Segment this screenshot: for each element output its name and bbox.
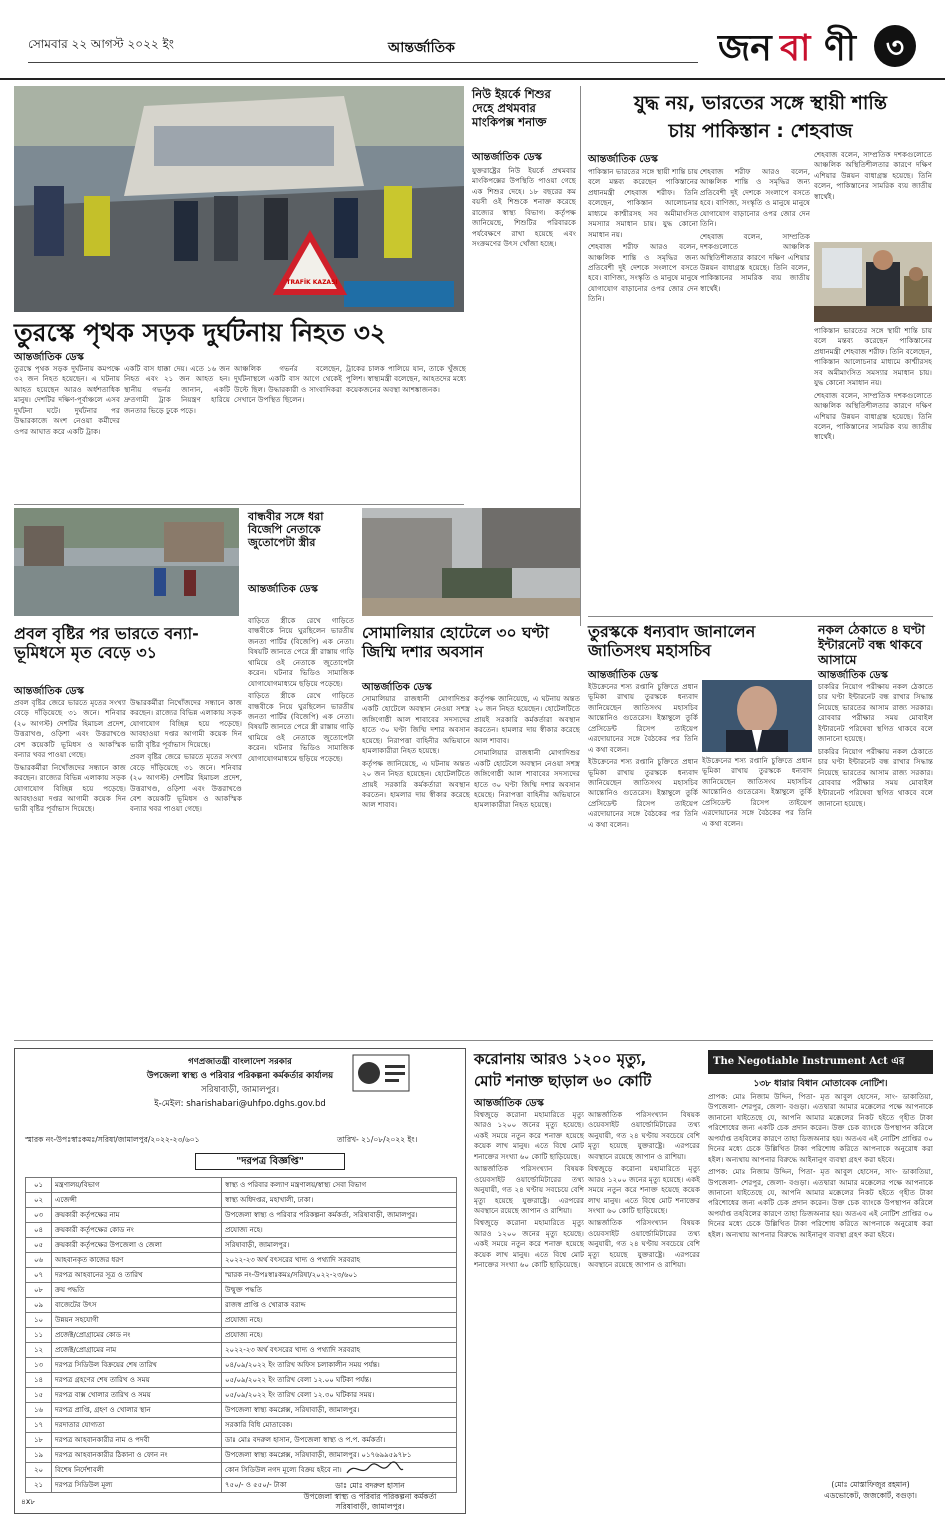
notice-cell-val: ডাঃ মোঃ বদরুল হাসান, উপজেলা স্বাস্থ্য ও প.প. কর্মকর্তা। <box>222 1433 457 1448</box>
notice-cell-val: ২০২২-২৩ অর্থ বৎসরের খাদ্য ও পথ্যাদি সরবরাহ <box>222 1253 457 1268</box>
notice-table-row <box>26 1223 457 1238</box>
un-byline: আন্তর্জাতিক ডেস্ক <box>588 670 658 681</box>
notice-cell-val: স্বাস্থ্য অধিদপ্তর, মহাখালী, ঢাকা। <box>222 1193 457 1208</box>
notice-table-row <box>26 1283 457 1298</box>
legal-notice-title: The Negotiable Instrument Act এর <box>708 1050 933 1074</box>
notice-cell-lbl: ক্রয়কারী কর্তৃপক্ষের নাম <box>52 1208 222 1223</box>
notice-office: উপজেলা স্বাস্থ্য ও পরিবার পরিকল্পনা কর্মকর্তার কার্যালয় <box>146 1071 334 1081</box>
newyork-headline: নিউ ইয়র্কে শিশুর দেহে প্রথমবার মাংকিপক্স শনাক্ত <box>472 87 551 129</box>
lawyer-signature: (মোঃ মোস্তাফিজুর রহমান) এডভোকেট, জজকোর্ট, বগুড়া। <box>824 1480 917 1500</box>
svg-text:৩: ৩ <box>885 31 905 64</box>
pakistan-byline: আন্তর্জাতিক ডেস্ক <box>588 154 658 165</box>
somalia-headline: সোমালিয়ার হোটেলে ৩০ ঘণ্টা জিম্মি দশার অবসান <box>362 624 549 661</box>
notice-cell-val: কোন সিডিউল নগদ মূল্যে বিক্রয় হইবে না। <box>222 1463 457 1478</box>
header-divider <box>28 62 698 63</box>
notice-cell-sl: ০৫ <box>26 1238 52 1253</box>
notice-cell-lbl: দরপত্র আহবানকারীর নাম ও পদবী <box>52 1433 222 1448</box>
horizontal-rule <box>14 1040 933 1041</box>
pakistan-col3: শেহবাজ বলেন, সাম্প্রতিক দশকগুলোতে আঞ্চলিক অস্থিতিশীলতার কারণে দক্ষিণ এশিয়ার উন্নয়ন বাধাগ্রস্ত হয়েছে। তিনি বলেন, পাকিস্তানের সামরিক ব্যয় জাতীয় স্বার্থেই। <box>814 150 932 201</box>
notice-cell-lbl: মন্ত্রণালয়/বিভাগ <box>52 1178 222 1193</box>
notice-cell-lbl: উন্নয়ন সহযোগী <box>52 1313 222 1328</box>
legal-notice <box>708 1050 933 1520</box>
floods-byline: আন্তর্জাতিক ডেস্ক <box>14 686 84 697</box>
notice-cell-val: স্বাস্থ্য ও পরিবার কল্যাণ মন্ত্রণালয়/স্বাস্থ্য সেবা বিভাগ <box>222 1178 457 1193</box>
somalia-col2: কর্তৃপক্ষ জানিয়েছে, এ ঘটনায় অন্তত ২০ জন নিহত হয়েছেন। হোটেলটিতে প্রায়ই সরকারি কর্মকর্তারা অবস্থান করতেন। হামলার দায় স্বীকার করেছে আল শাবাব। সোমালিয়ার রাজধানী মোগাদিশুর একটি হোটেলে অবস্থান নেওয়া সশস্ত্র জঙ্গিগোষ্ঠী আল শাবাবের সদস্যদের হাতে ৩০ ঘণ্টা জিম্মি দশার অবসান হয়েছে। নিরাপত্তা বাহিনীর অভিযানে হামলাকারীরা নিহত হয়েছে। <box>474 694 580 810</box>
notice-cell-val: সরিষাবাড়ী, জামালপুর। <box>222 1238 457 1253</box>
notice-table-row <box>26 1298 457 1313</box>
notice-table <box>25 1177 457 1493</box>
notice-cell-sl: ১৮ <box>26 1433 52 1448</box>
signature <box>345 1459 405 1479</box>
notice-cell-sl: ১৫ <box>26 1388 52 1403</box>
floods-headline: প্রবল বৃষ্টির পর ভারতে বন্যা-ভূমিধসে মৃত বেড়ে ৩১ <box>14 624 199 663</box>
notice-cell-lbl: এজেন্সী <box>52 1193 222 1208</box>
notice-cell-val: প্রযোজ্য নহে। <box>222 1328 457 1343</box>
notice-cell-lbl: দরপত্র গ্রহণের শেষ তারিখ ও সময় <box>52 1373 222 1388</box>
notice-cell-sl: ০৭ <box>26 1268 52 1283</box>
somalia-col1: সোমালিয়ার রাজধানী মোগাদিশুর একটি হোটেলে অবস্থান নেওয়া সশস্ত্র জঙ্গিগোষ্ঠী আল শাবাবের সদস্যদের হাতে ৩০ ঘণ্টা জিম্মি দশার অবসান হয়েছে। নিরাপত্তা বাহিনীর অভিযানে হামলাকারীরা নিহত হয়েছে। কর্তৃপক্ষ জানিয়েছে, এ ঘটনায় অন্তত ২০ জন নিহত হয়েছেন। হোটেলটিতে প্রায়ই সরকারি কর্মকর্তারা অবস্থান করতেন। হামলার দায় স্বীকার করেছে আল শাবাব। <box>362 694 470 810</box>
notice-table-row <box>26 1373 457 1388</box>
newspaper-logo <box>712 16 922 74</box>
pakistan-col2: শেহবাজ শরীফ আরও বলেন, আঞ্চলিক শান্তি ও সমৃদ্ধির জন্য প্রতিবেশী দুই দেশকে সংলাপে বসতে হবে। বাণিজ্য, সংস্কৃতি ও মানুষে মানুষে যোগাযোগ বাড়ানোর ওপর জোর দেন তিনি। শেহবাজ বলেন, সাম্প্রতিক দশকগুলোতে আঞ্চলিক অস্থিতিশীলতার কারণে দক্ষিণ এশিয়ার উন্নয়ন বাধাগ্রস্ত হয়েছে। তিনি বলেন, পাকিস্তানের সামরিক ব্যয় জাতীয় স্বার্থেই। <box>700 167 810 293</box>
notice-cell-lbl: ক্রয় পদ্ধতি <box>52 1283 222 1298</box>
notice-cell-sl: ০৪ <box>26 1223 52 1238</box>
notice-cell-lbl: দরপত্র বাক্স খোলার তারিখ ও সময় <box>52 1388 222 1403</box>
notice-cell-val: উপজেলা স্বাস্থ্য কমপ্লেক্স, সরিষাবাড়ী, জামালপুর। ০১৭৬৯৯৫৯৭৮১ <box>222 1448 457 1463</box>
floods-col1: প্রবল বৃষ্টির জেরে ভারতে মৃতের সংখ্যা বেড়ে দাঁড়িয়েছে ৩১ জনে। শনিবার (২০ আগস্ট) দেশটির হিমাচল প্রদেশ, উত্তরাখণ্ড, ওড়িশা এবং উত্তরাখণ্ডে বেশ কয়েকটি ভূমিধস ও আকস্মিক বন্যার খবর পাওয়া গেছে। উদ্ধারকর্মীরা নিখোঁজদের সন্ধানে কাজ করছেন। রাজ্যের বিভিন্ন এলাকায় সড়ক যোগাযোগ বিচ্ছিন্ন হয়ে পড়েছে। আবহাওয়া দপ্তর আগামী কয়েক দিন ভারী বৃষ্টির পূর্বাভাস দিয়েছে। <box>14 698 126 814</box>
bjp-headline: বান্ধবীর সঙ্গে ধরা বিজেপি নেতাকে জুতোপেটা স্ত্রীর <box>248 510 324 550</box>
newyork-byline: আন্তর্জাতিক ডেস্ক <box>472 152 542 163</box>
notice-cell-val: ০৫/০৯/২০২২ ইং তারিখ বেলা ১২.০০ ঘটিকা পর্যন্ত। <box>222 1373 457 1388</box>
notice-cell-val: স্মারক নং-উপঃস্বাঃকমঃ/সরিষা/২০২২-২৩/৬০১ <box>222 1268 457 1283</box>
turkey-col1: তুরস্কে পৃথক সড়ক দুর্ঘটনায় কমপক্ষে ৩২ জন নিহত হয়েছেন। এ ঘটনায় আহত হয়েছেন আরও অর্ধশতাধিক মানুষ। দেশটির দক্ষিণ-পূর্বাঞ্চলে এসব দুর্ঘটনা ঘটে। দুর্ঘটনার পর উদ্ধারকাজে অংশ নেওয়া কর্মীদের ওপর আঘাত করে একটি ট্রাক। <box>14 364 120 436</box>
covid-headline-line2: মোট শনাক্ত ছাড়াল ৬০ কোটি <box>474 1072 652 1090</box>
notice-table-row <box>26 1343 457 1358</box>
notice-cell-sl: ১৭ <box>26 1418 52 1433</box>
assam-headline: নকল ঠেকাতে ৪ ঘণ্টা ইন্টারনেট বন্ধ থাকবে আসামে <box>818 622 925 667</box>
covid-headline-line1: করোনায় আরও ১২০০ মৃত্যু, <box>474 1050 647 1068</box>
un-col2: ইউক্রেনের শস্য রপ্তানি চুক্তিতে প্রধান ভূমিকা রাখায় তুরস্ককে ধন্যবাদ জানিয়েছেন জাতিসংঘ মহাসচিব আন্তোনিও গুতেরেস। ইস্তাম্বুলে তুর্কি প্রেসিডেন্ট রিসেপ তাইয়েপ এরদোয়ানের সঙ্গে বৈঠকের পর তিনি এ কথা বলেন। <box>702 756 812 828</box>
notice-table-row <box>26 1253 457 1268</box>
notice-cell-lbl: দরপত্র আহবানের সূত্র ও তারিখ <box>52 1268 222 1283</box>
notice-cell-lbl: ক্রয়কারী কর্তৃপক্ষের কোড নং <box>52 1223 222 1238</box>
notice-date: তারিখ- ২১/০৮/২০২২ ইং। <box>337 1135 418 1144</box>
notice-cell-val: ০৫/০৯/২০২২ ইং তারিখ বেলা ১২.৩০ ঘটিকার সময়। <box>222 1388 457 1403</box>
bjp-col1: বাড়িতে স্ত্রীকে রেখে গাড়িতে বান্ধবীকে নিয়ে ঘুরছিলেন ভারতীয় জনতা পার্টির (বিজেপি) এক নেতা। বিষয়টি জানতে পেরে স্ত্রী রাস্তায় গাড়ি থামিয়ে ওই নেতাকে জুতোপেটা করেন। ঘটনার ভিডিও সামাজিক যোগাযোগমাধ্যমে ছড়িয়ে পড়েছে। বাড়িতে স্ত্রীকে রেখে গাড়িতে বান্ধবীকে নিয়ে ঘুরছিলেন ভারতীয় জনতা পার্টির (বিজেপি) এক নেতা। বিষয়টি জানতে পেরে স্ত্রী রাস্তায় গাড়ি থামিয়ে ওই নেতাকে জুতোপেটা করেন। ঘটনার ভিডিও সামাজিক যোগাযোগমাধ্যমে ছড়িয়ে পড়েছে। <box>248 616 354 763</box>
notice-cell-lbl: বিশেষ নির্দেশাবলী <box>52 1463 222 1478</box>
notice-table-row <box>26 1403 457 1418</box>
somalia-photo <box>362 508 580 616</box>
notice-cell-val: প্রযোজ্য নহে। <box>222 1313 457 1328</box>
notice-table-row <box>26 1313 457 1328</box>
notice-cell-sl: ২১ <box>26 1478 52 1493</box>
notice-cell-sl: ০১ <box>26 1178 52 1193</box>
turkey-col4: ট্রাকের চালক পালিয়ে যান, তাকে খুঁজছে পুলিশ। স্বাস্থ্যমন্ত্রী বলেছেন, আহতদের মধ্যে কয়েকজনের অবস্থা আশঙ্কাজনক। <box>346 364 466 394</box>
turkey-col2: একটি বাস ধাক্কা দেয়। এতে ১৬ জন নিহত এবং ২১ জন আহত হন। স্থানীয় গভর্নর জানান, একটি দ্রুতগামী ট্রাক নিয়ন্ত্রণ হারিয়ে জনতার ভিড়ে ঢুকে পড়ে। <box>124 364 230 415</box>
mujib-logo <box>351 1053 411 1093</box>
section-title: আন্তর্জাতিক <box>388 40 455 56</box>
notice-cell-val: সরকারি বিধি মোতাবেক। <box>222 1418 457 1433</box>
notice-cell-sl: ০৮ <box>26 1283 52 1298</box>
horizontal-rule <box>588 616 933 617</box>
page-code: ৪x৮ <box>21 1497 36 1506</box>
issue-date: সোমবার ২২ আগস্ট ২০২২ ইং <box>28 37 174 51</box>
notice-cell-val: ৭৫০/- ও ৫৫০/- টাকা <box>222 1478 457 1493</box>
pakistan-col3b: পাকিস্তান ভারতের সঙ্গে স্থায়ী শান্তি চায় বলে মন্তব্য করেছেন পাকিস্তানের প্রধানমন্ত্রী শেহবাজ শরীফ। তিনি বলেছেন, পাকিস্তান আলোচনার মাধ্যমে কাশ্মীরসহ সব অমীমাংসিত সমস্যার সমাধান চায়। যুদ্ধ কোনো সমাধান নয়। শেহবাজ বলেন, সাম্প্রতিক দশকগুলোতে আঞ্চলিক অস্থিতিশীলতার কারণে দক্ষিণ এশিয়ার উন্নয়ন বাধাগ্রস্ত হয়েছে। তিনি বলেন, পাকিস্তানের সামরিক ব্যয় জাতীয় স্বার্থেই। <box>814 326 932 442</box>
notice-title: "দরপত্র বিজ্ঞপ্তি" <box>195 1153 345 1170</box>
pakistan-headline-line1: যুদ্ধ নয়, ভারতের সঙ্গে স্থায়ী শান্তি <box>634 92 887 114</box>
notice-cell-val: ২০২২-২৩ অর্থ বৎসরের খাদ্য ও পথ্যাদি সরবরাহ <box>222 1343 457 1358</box>
page-header <box>0 0 945 80</box>
notice-table-row <box>26 1268 457 1283</box>
svg-text:জন: জন <box>718 28 772 69</box>
flood-photo <box>14 508 239 616</box>
covid-byline: আন্তর্জাতিক ডেস্ক <box>474 1098 544 1109</box>
notice-cell-sl: ১৪ <box>26 1373 52 1388</box>
notice-cell-sl: ০২ <box>26 1193 52 1208</box>
newyork-body: যুক্তরাষ্ট্রের নিউ ইয়র্কে প্রথমবার মাংকিপক্সের উপস্থিতি পাওয়া গেছে এক শিশুর দেহে। ১৮ বছরের কম বয়সী ওই শিশুকে শনাক্ত করেছে রাজ্যের স্বাস্থ্য বিভাগ। কর্তৃপক্ষ জানিয়েছে, শিশুটির পরিবারকে পর্যবেক্ষণে রাখা হয়েছে এবং সংক্রমণের উৎস খোঁজা হচ্ছে। <box>472 166 576 249</box>
notice-cell-sl: ১৯ <box>26 1448 52 1463</box>
notice-cell-sl: ১০ <box>26 1313 52 1328</box>
notice-cell-lbl: আহবানকৃত কাজের ধরণ <box>52 1253 222 1268</box>
notice-cell-val: উপজেলা স্বাস্থ্য কমপ্লেক্স, সরিষাবাড়ী, জামালপুর। <box>222 1403 457 1418</box>
legal-notice-subtitle: ১৩৮ ধারার বিধান মোতাবেক নোটিশ। <box>753 1079 888 1089</box>
un-headline: তুরস্ককে ধন্যবাদ জানালেন জাতিসংঘ মহাসচিব <box>588 622 756 661</box>
guterres-photo <box>702 680 812 752</box>
turkey-accident-photo <box>14 86 464 312</box>
notice-cell-sl: ০৯ <box>26 1298 52 1313</box>
turkey-headline: তুরস্কে পৃথক সড়ক দুর্ঘটনায় নিহত ৩২ <box>14 318 387 347</box>
notice-table-row <box>26 1238 457 1253</box>
notice-cell-sl: ০৬ <box>26 1253 52 1268</box>
notice-table-row <box>26 1193 457 1208</box>
notice-cell-lbl: ক্রয়কারী কর্তৃপক্ষের উপজেলা ও জেলা <box>52 1238 222 1253</box>
notice-cell-sl: ১৩ <box>26 1358 52 1373</box>
notice-cell-val: উন্মুক্ত পদ্ধতি <box>222 1283 457 1298</box>
notice-memo: স্মারক নং-উপঃস্বাঃকমঃ/সরিষা/জামালপুর/২০২২-২৩/৬০১ <box>25 1135 200 1144</box>
somalia-byline: আন্তর্জাতিক ডেস্ক <box>362 682 432 693</box>
notice-cell-sl: ১১ <box>26 1328 52 1343</box>
notice-cell-lbl: দরপত্র প্রাপ্তি, গ্রহণ ও খোলার স্থান <box>52 1403 222 1418</box>
signatory: ডাঃ মোঃ বদরুল হাসান উপজেলা স্বাস্থ্য ও পরিবার পরিকল্পনা কর্মকর্তা সরিষাবাড়ী, জামালপুর। <box>303 1481 437 1511</box>
notice-govt: গণপ্রজাতন্ত্রী বাংলাদেশ সরকার <box>188 1057 292 1067</box>
notice-cell-lbl: দরপত্র সিডিউল বিক্রয়ের শেষ তারিখ <box>52 1358 222 1373</box>
pakistan-col1: পাকিস্তান ভারতের সঙ্গে স্থায়ী শান্তি চায় বলে মন্তব্য করেছেন পাকিস্তানের প্রধানমন্ত্রী শেহবাজ শরীফ। তিনি বলেছেন, পাকিস্তান আলোচনার মাধ্যমে কাশ্মীরসহ সব অমীমাংসিত সমস্যার সমাধান চায়। যুদ্ধ কোনো সমাধান নয়। শেহবাজ শরীফ আরও বলেন, আঞ্চলিক শান্তি ও সমৃদ্ধির জন্য প্রতিবেশী দুই দেশকে সংলাপে বসতে হবে। বাণিজ্য, সংস্কৃতি ও মানুষে মানুষে যোগাযোগ বাড়ানোর ওপর জোর দেন তিনি। <box>588 167 698 304</box>
svg-text:বা: বা <box>780 28 811 69</box>
floods-col2: উদ্ধারকর্মীরা নিখোঁজদের সন্ধানে কাজ করছেন। রাজ্যের বিভিন্ন এলাকায় সড়ক যোগাযোগ বিচ্ছিন্ন হয়ে পড়েছে। আবহাওয়া দপ্তর আগামী কয়েক দিন ভারী বৃষ্টির পূর্বাভাস দিয়েছে। প্রবল বৃষ্টির জেরে ভারতে মৃতের সংখ্যা বেড়ে দাঁড়িয়েছে ৩১ জনে। শনিবার (২০ আগস্ট) দেশটির হিমাচল প্রদেশ, উত্তরাখণ্ড, ওড়িশা এবং উত্তরাখণ্ডে বেশ কয়েকটি ভূমিধস ও আকস্মিক বন্যার খবর পাওয়া গেছে। <box>130 698 242 814</box>
notice-cell-sl: ১৬ <box>26 1403 52 1418</box>
shehbaz-photo <box>814 242 932 322</box>
notice-cell-sl: ২০ <box>26 1463 52 1478</box>
notice-cell-lbl: দরপত্র সিডিউল মূল্য <box>52 1478 222 1493</box>
notice-cell-val: ০৪/০৯/২০২২ ইং তারিখ অফিস চলাকালীন সময় পর্যন্ত। <box>222 1358 457 1373</box>
turkey-byline: আন্তর্জাতিক ডেস্ক <box>14 352 84 363</box>
assam-byline: আন্তর্জাতিক ডেস্ক <box>818 670 888 681</box>
notice-table-row <box>26 1433 457 1448</box>
covid-col2: আন্তর্জাতিক পরিসংখ্যান বিষয়ক ওয়েবসাইট ওয়ার্ল্ডোমিটারের তথ্য অনুযায়ী, গত ২৪ ঘণ্টায় সবচেয়ে বেশি মৃত্যু হয়েছে যুক্তরাষ্ট্রে। এরপরের অবস্থানে রয়েছে জাপান ও রাশিয়া। বিশ্বজুড়ে করোনা মহামারিতে মৃত্যু আরও ১২০০ জনের মৃত্যু হয়েছে। একই সময়ে নতুন করে শনাক্ত হয়েছে কয়েক লাখ মানুষ। এতে বিশ্বে মোট শনাক্তের সংখ্যা ৬০ কোটি ছাড়িয়েছে। আন্তর্জাতিক পরিসংখ্যান বিষয়ক ওয়েবসাইট ওয়ার্ল্ডোমিটারের তথ্য অনুযায়ী, গত ২৪ ঘণ্টায় সবচেয়ে বেশি মৃত্যু হয়েছে যুক্তরাষ্ট্রে। এরপরের অবস্থানে রয়েছে জাপান ও রাশিয়া। <box>588 1110 700 1270</box>
notice-table-row <box>26 1418 457 1433</box>
horizontal-rule <box>14 504 464 505</box>
column-rule <box>580 86 581 626</box>
notice-cell-sl: ১২ <box>26 1343 52 1358</box>
notice-table-row <box>26 1178 457 1193</box>
notice-table-row <box>26 1208 457 1223</box>
notice-cell-val: রাজস্ব প্রাপ্তি ও খোরাক বরাদ্দ <box>222 1298 457 1313</box>
tender-notice <box>14 1048 466 1514</box>
notice-cell-val: প্রযোজ্য নহে। <box>222 1223 457 1238</box>
notice-cell-lbl: প্রজেক্ট/প্রোগ্রামের কোড নং <box>52 1328 222 1343</box>
traffic-sign-label: TRAFİK KAZASI <box>286 279 338 286</box>
notice-cell-lbl: দরপত্র আহবানকারীর ঠিকানা ও ফোন নং <box>52 1448 222 1463</box>
notice-email: ই-মেইল: sharishabari@uhfpo.dghs.gov.bd <box>154 1099 326 1109</box>
assam-body: চাকরির নিয়োগ পরীক্ষায় নকল ঠেকাতে চার ঘণ্টা ইন্টারনেট বন্ধ রাখার সিদ্ধান্ত নিয়েছে ভারতের আসাম রাজ্য সরকার। রোববার পরীক্ষার সময় মোবাইল ইন্টারনেট পরিষেবা স্থগিত থাকবে বলে জানানো হয়েছে। চাকরির নিয়োগ পরীক্ষায় নকল ঠেকাতে চার ঘণ্টা ইন্টারনেট বন্ধ রাখার সিদ্ধান্ত নিয়েছে ভারতের আসাম রাজ্য সরকার। রোববার পরীক্ষার সময় মোবাইল ইন্টারনেট পরিষেবা স্থগিত থাকবে বলে জানানো হয়েছে। <box>818 682 933 808</box>
svg-text:ণী: ণী <box>824 28 857 69</box>
bjp-byline: আন্তর্জাতিক ডেস্ক <box>248 584 318 595</box>
notice-cell-lbl: দরদাতার যোগ্যতা <box>52 1418 222 1433</box>
notice-cell-lbl: বাজেটের উৎস <box>52 1298 222 1313</box>
notice-table-row <box>26 1328 457 1343</box>
un-col1: ইউক্রেনের শস্য রপ্তানি চুক্তিতে প্রধান ভূমিকা রাখায় তুরস্ককে ধন্যবাদ জানিয়েছেন জাতিসংঘ মহাসচিব আন্তোনিও গুতেরেস। ইস্তাম্বুলে তুর্কি প্রেসিডেন্ট রিসেপ তাইয়েপ এরদোয়ানের সঙ্গে বৈঠকের পর তিনি এ কথা বলেন। ইউক্রেনের শস্য রপ্তানি চুক্তিতে প্রধান ভূমিকা রাখায় তুরস্ককে ধন্যবাদ জানিয়েছেন জাতিসংঘ মহাসচিব আন্তোনিও গুতেরেস। ইস্তাম্বুলে তুর্কি প্রেসিডেন্ট রিসেপ তাইয়েপ এরদোয়ানের সঙ্গে বৈঠকের পর তিনি এ কথা বলেন। <box>588 682 698 829</box>
turkey-col3: আঞ্চলিক গভর্নর বলেছেন, দুর্ঘটনাস্থলে একটি বাস আগে থেকেই উল্টে ছিল। উদ্ধারকারী ও সাংবাদিকরা সেখানে উপস্থিত ছিলেন। <box>234 364 342 405</box>
pakistan-headline-line2: চায় পাকিস্তান : শেহবাজ <box>668 120 853 142</box>
notice-cell-val: উপজেলা স্বাস্থ্য ও পরিবার পরিকল্পনা কর্মকর্তা, সরিষাবাড়ী, জামালপুর। <box>222 1208 457 1223</box>
notice-cell-sl: ০৩ <box>26 1208 52 1223</box>
notice-place: সরিষাবাড়ী, জামালপুর। <box>200 1085 280 1095</box>
legal-notice-body: প্রাপক: মোঃ নিজাম উদ্দিন, পিতা- মৃত আবুল হোসেন, সাং- ডাকাতিয়া, উপজেলা- শেরপুর, জেলা- বগুড়া। এতদ্বারা আমার মক্কেলের পক্ষে আপনাকে জানানো যাইতেছে যে, আপনি আমার মক্কেলের নিকট হইতে গৃহীত টাকা পরিশোধের জন্য একটি চেক প্রদান করেন। উক্ত চেক ব্যাংকে উপস্থাপন করিলে অপর্যাপ্ত তহবিলের কারণে তাহা ডিজঅনার হয়। অতএব এই নোটিশ প্রাপ্তির ৩০ দিনের মধ্যে চেকে উল্লিখিত টাকা পরিশোধ করিতে আপনাকে অনুরোধ করা হইল। অন্যথায় আপনার বিরুদ্ধে আইনানুগ ব্যবস্থা গ্রহণ করা হইবে। প্রাপক: মোঃ নিজাম উদ্দিন, পিতা- মৃত আবুল হোসেন, সাং- ডাকাতিয়া, উপজেলা- শেরপুর, জেলা- বগুড়া। এতদ্বারা আমার মক্কেলের পক্ষে আপনাকে জানানো যাইতেছে যে, আপনি আমার মক্কেলের নিকট হইতে গৃহীত টাকা পরিশোধের জন্য একটি চেক প্রদান করেন। উক্ত চেক ব্যাংকে উপস্থাপন করিলে অপর্যাপ্ত তহবিলের কারণে তাহা ডিজঅনার হয়। অতএব এই নোটিশ প্রাপ্তির ৩০ দিনের মধ্যে চেকে উল্লিখিত টাকা পরিশোধ করিতে আপনাকে অনুরোধ করা হইল। অন্যথায় আপনার বিরুদ্ধে আইনানুগ ব্যবস্থা গ্রহণ করা হইবে। <box>708 1092 933 1239</box>
notice-cell-lbl: প্রজেক্ট/প্রোগ্রামের নাম <box>52 1343 222 1358</box>
covid-col1: বিশ্বজুড়ে করোনা মহামারিতে মৃত্যু আরও ১২০০ জনের মৃত্যু হয়েছে। একই সময়ে নতুন করে শনাক্ত হয়েছে কয়েক লাখ মানুষ। এতে বিশ্বে মোট শনাক্তের সংখ্যা ৬০ কোটি ছাড়িয়েছে। আন্তর্জাতিক পরিসংখ্যান বিষয়ক ওয়েবসাইট ওয়ার্ল্ডোমিটারের তথ্য অনুযায়ী, গত ২৪ ঘণ্টায় সবচেয়ে বেশি মৃত্যু হয়েছে যুক্তরাষ্ট্রে। এরপরের অবস্থানে রয়েছে জাপান ও রাশিয়া। বিশ্বজুড়ে করোনা মহামারিতে মৃত্যু আরও ১২০০ জনের মৃত্যু হয়েছে। একই সময়ে নতুন করে শনাক্ত হয়েছে কয়েক লাখ মানুষ। এতে বিশ্বে মোট শনাক্তের সংখ্যা ৬০ কোটি ছাড়িয়েছে। <box>474 1110 584 1270</box>
notice-table-row <box>26 1388 457 1403</box>
notice-table-row <box>26 1358 457 1373</box>
